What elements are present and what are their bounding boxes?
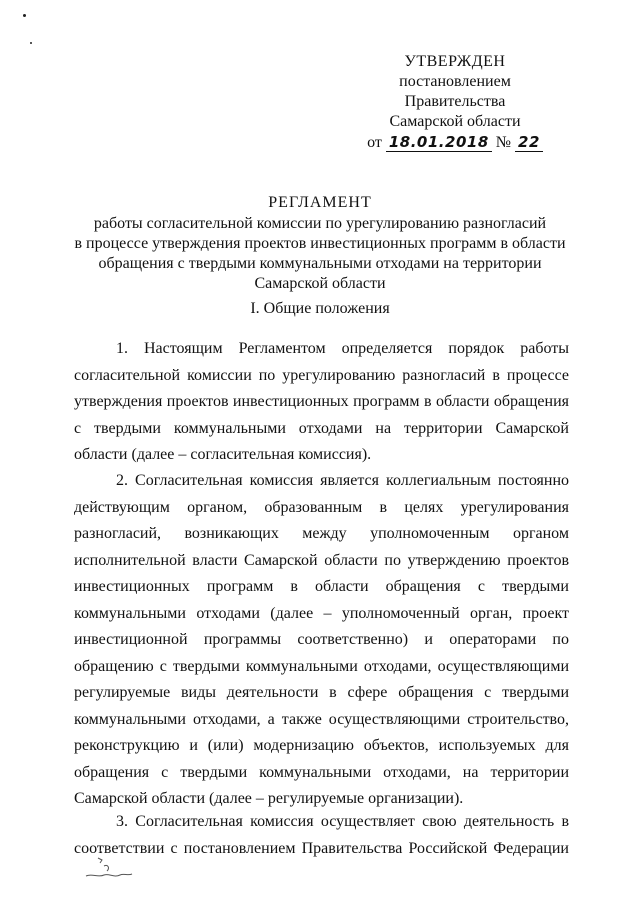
date-prefix: от bbox=[367, 134, 382, 151]
scan-mark bbox=[78, 846, 148, 886]
section-heading: I. Общие положения bbox=[250, 300, 390, 317]
scan-speck bbox=[23, 14, 26, 17]
document-title bbox=[70, 193, 570, 294]
title-main: РЕГЛАМЕНТ bbox=[268, 194, 372, 211]
approval-line-2: Самарской области bbox=[389, 113, 521, 130]
title-line-4: Самарской области bbox=[254, 275, 386, 292]
paragraph-1-text: 1. Настоящим Регламентом определяется порядок работы согласительной комиссии по урегулированию разногласий в процессе утверждения проектов инвестиционных программ в области обращения с твердыми коммунальными отходами на территории Самарской области (далее – согласительная комиссия). bbox=[74, 340, 569, 463]
paragraph-1 bbox=[74, 336, 569, 469]
approval-line-1: постановлением Правительства bbox=[399, 73, 511, 110]
scan-speck bbox=[30, 42, 32, 44]
title-line-2: в процессе утверждения проектов инвестиционных программ в области bbox=[74, 235, 566, 252]
paragraph-2-text: 2. Согласительная комиссия является коллегиальным постоянно действующим органом, образованным в целях урегулирования разногласий, возникающих между уполномоченным органом исполнительной власти Самарской области по утверждению проектов инвестиционных программ в области обращения с твердыми коммунальными отходами (далее – уполномоченный орган, проект инвестиционной программы соответственно) и операторами по обращению с твердыми коммунальными отходами, осуществляющими регулируемые виды деятельности в сфере обращения с твердыми коммунальными отходами, а также осуществляющими строительство, реконструкцию и (или) модернизацию объектов, используемых для обращения с твердыми коммунальными отходами, на территории Самарской области (далее – регулируемые организации). bbox=[74, 472, 569, 807]
paragraph-2 bbox=[74, 468, 569, 813]
paragraph-3-text: 3. Согласительная комиссия осуществляет свою деятельность в соответствии с постановлением Правительства Российской Федерации bbox=[74, 813, 569, 857]
title-line-1: работы согласительной комиссии по урегулированию разногласий bbox=[93, 215, 547, 232]
title-line-3: обращения с твердыми коммунальными отходами на территории bbox=[98, 255, 542, 272]
handwritten-number: 22 bbox=[515, 133, 543, 152]
approval-block bbox=[350, 52, 560, 153]
paragraph-3 bbox=[74, 809, 569, 862]
approval-heading: УТВЕРЖДЕН bbox=[404, 53, 506, 70]
number-prefix: № bbox=[495, 134, 512, 151]
handwritten-date: 18.01.2018 bbox=[386, 133, 492, 152]
approval-date-line bbox=[350, 132, 560, 153]
